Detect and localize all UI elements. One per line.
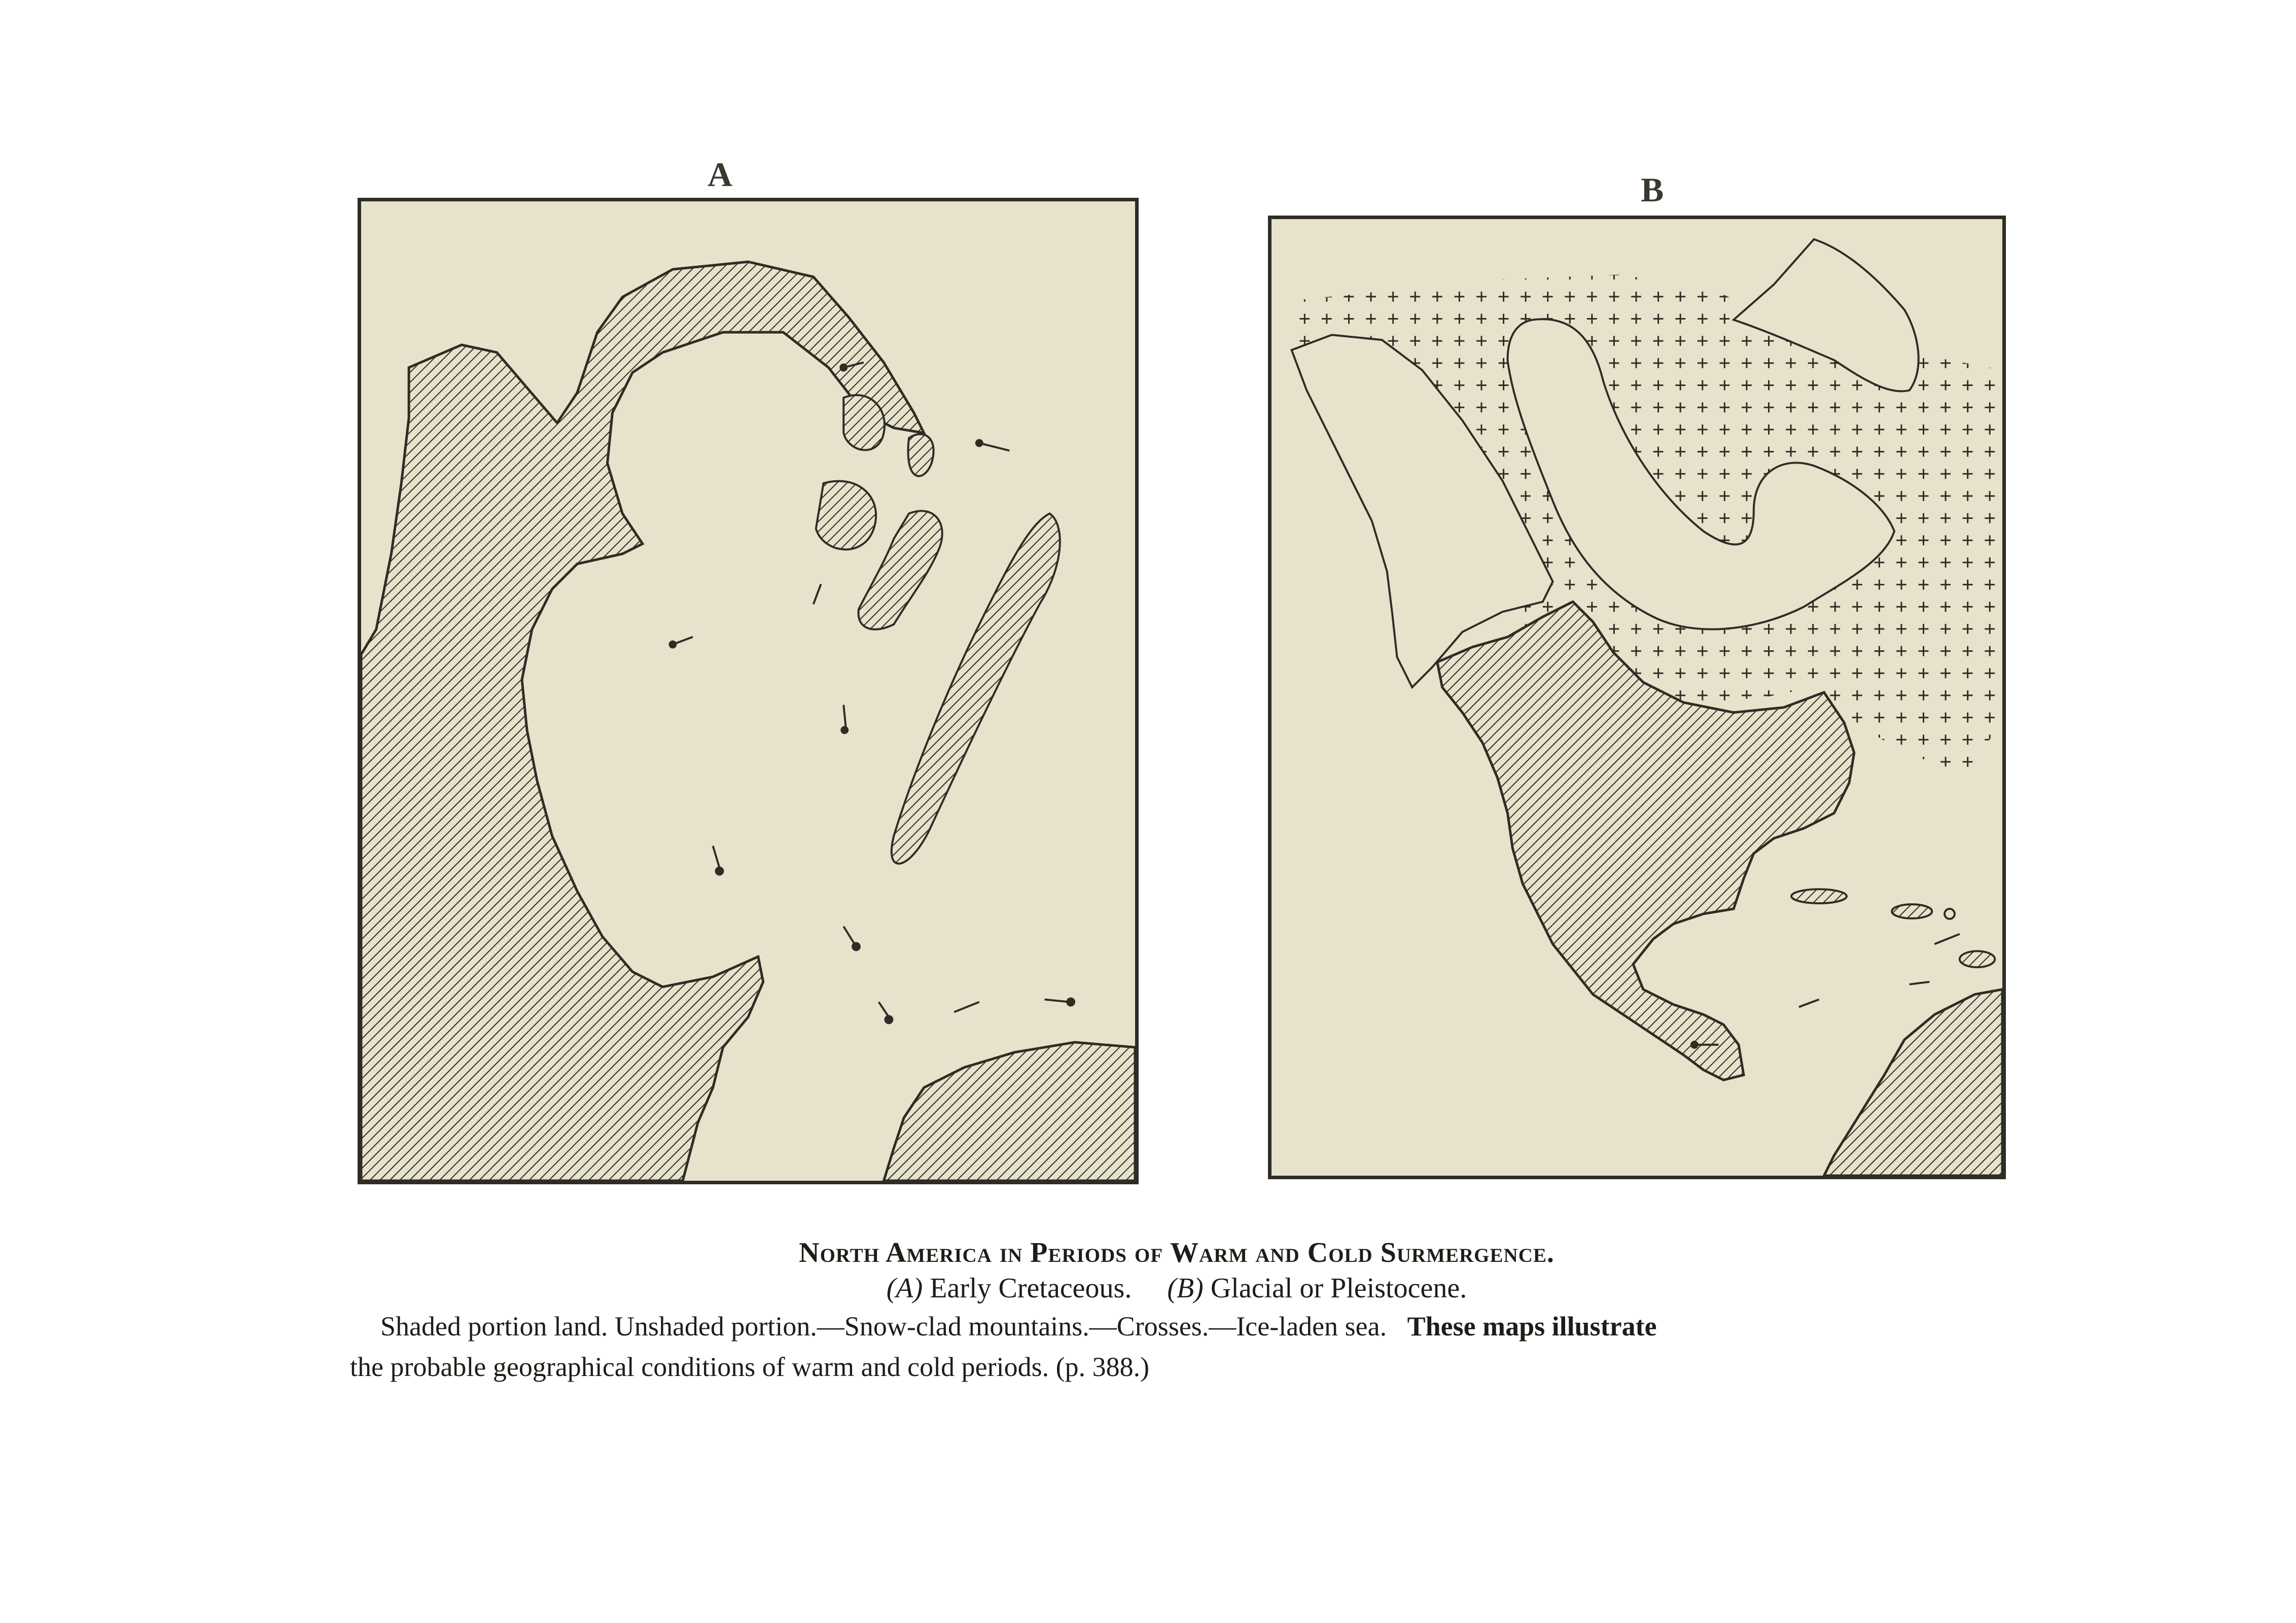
island <box>908 434 934 476</box>
map-b-drawing <box>1271 219 2002 1176</box>
caption-body-line2: the probable geographical conditions of warm and cold periods. (p. 388.) <box>350 1352 1150 1382</box>
caption-sub-b-label: (B) <box>1167 1273 1204 1304</box>
caption-body-text: Shaded portion land. Unshaded portion.—Snow-clad mountains.—Crosses.—Ice-laden sea. <box>380 1311 1387 1342</box>
caption-sub-a-label: (A) <box>886 1273 923 1304</box>
map-a-drawing <box>361 201 1135 1181</box>
caption-subtitle <box>675 1272 1679 1304</box>
island <box>816 481 876 550</box>
land-mass-west <box>361 262 924 1181</box>
caption-body-tail: These maps illustrate <box>1407 1311 1657 1342</box>
small-islets <box>669 363 1074 1024</box>
map-b <box>1268 216 2006 1179</box>
caption-sub-b-text: Glacial or Pleistocene. <box>1210 1273 1467 1304</box>
caption-title: North America in Periods of Warm and Cold Surmergence. <box>799 1237 1555 1268</box>
land-mass-south-america <box>1824 990 2002 1176</box>
map-a-letter: A <box>708 155 733 194</box>
land-mass-southeast <box>884 1042 1135 1181</box>
map-a <box>358 198 1139 1184</box>
caribbean-islands <box>1791 889 1995 967</box>
caption-body <box>350 1306 2019 1387</box>
caption-sub-a-text: Early Cretaceous. <box>930 1273 1132 1304</box>
map-b-letter: B <box>1641 170 1664 209</box>
